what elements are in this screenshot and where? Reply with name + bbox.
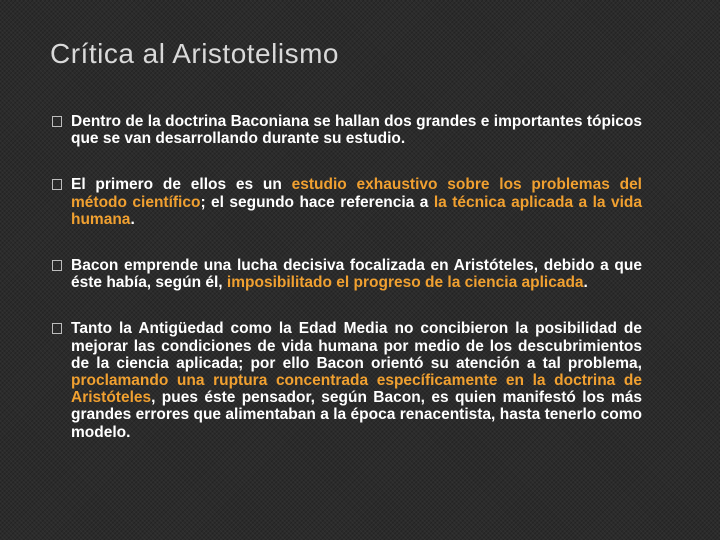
highlighted-text: proclamando una ruptura concentrada específicamente en la doctrina de Aristóteles xyxy=(71,372,642,407)
bullet-box-icon xyxy=(52,116,62,127)
bullet-item xyxy=(52,257,642,291)
bullet-text: El primero de ellos es un xyxy=(71,176,292,194)
slide-title: Crítica al Aristotelismo xyxy=(50,38,339,69)
highlighted-text: imposibilitado el progreso de la ciencia aplicada xyxy=(226,274,584,292)
bullet-text: Bacon emprende una lucha decisiva focalizada en Aristóteles, debido a que éste había, según él, xyxy=(71,257,642,292)
bullet-list xyxy=(52,113,642,441)
bullet-text: , pues éste pensador, según Bacon, es quien manifestó los más grandes errores que alimentaban a la época renacentista, hasta tenerlo como modelo. xyxy=(71,389,642,441)
bullet-item xyxy=(52,113,642,147)
highlighted-text: la técnica aplicada a la vida humana xyxy=(71,193,642,228)
bullet-item xyxy=(52,176,642,228)
bullet-text: . xyxy=(583,274,588,292)
bullet-text: Tanto la Antigüedad como la Edad Media no concibieron la posibilidad de mejorar las condiciones de vida humana por medio de los descubrimientos de la ciencia aplicada; por ello Bacon orientó su atención a tal problema, xyxy=(71,320,642,372)
highlighted-text: estudio exhaustivo sobre los problemas del método científico xyxy=(71,176,642,211)
bullet-box-icon xyxy=(52,260,62,271)
bullet-box-icon xyxy=(52,179,62,190)
bullet-item xyxy=(52,320,642,440)
bullet-box-icon xyxy=(52,323,62,334)
bullet-text: ; el segundo hace referencia a xyxy=(200,193,434,211)
bullet-text: . xyxy=(130,210,135,228)
bullet-text: Dentro de la doctrina Baconiana se hallan dos grandes e importantes tópicos que se van desarrollando durante su estudio. xyxy=(71,113,642,148)
